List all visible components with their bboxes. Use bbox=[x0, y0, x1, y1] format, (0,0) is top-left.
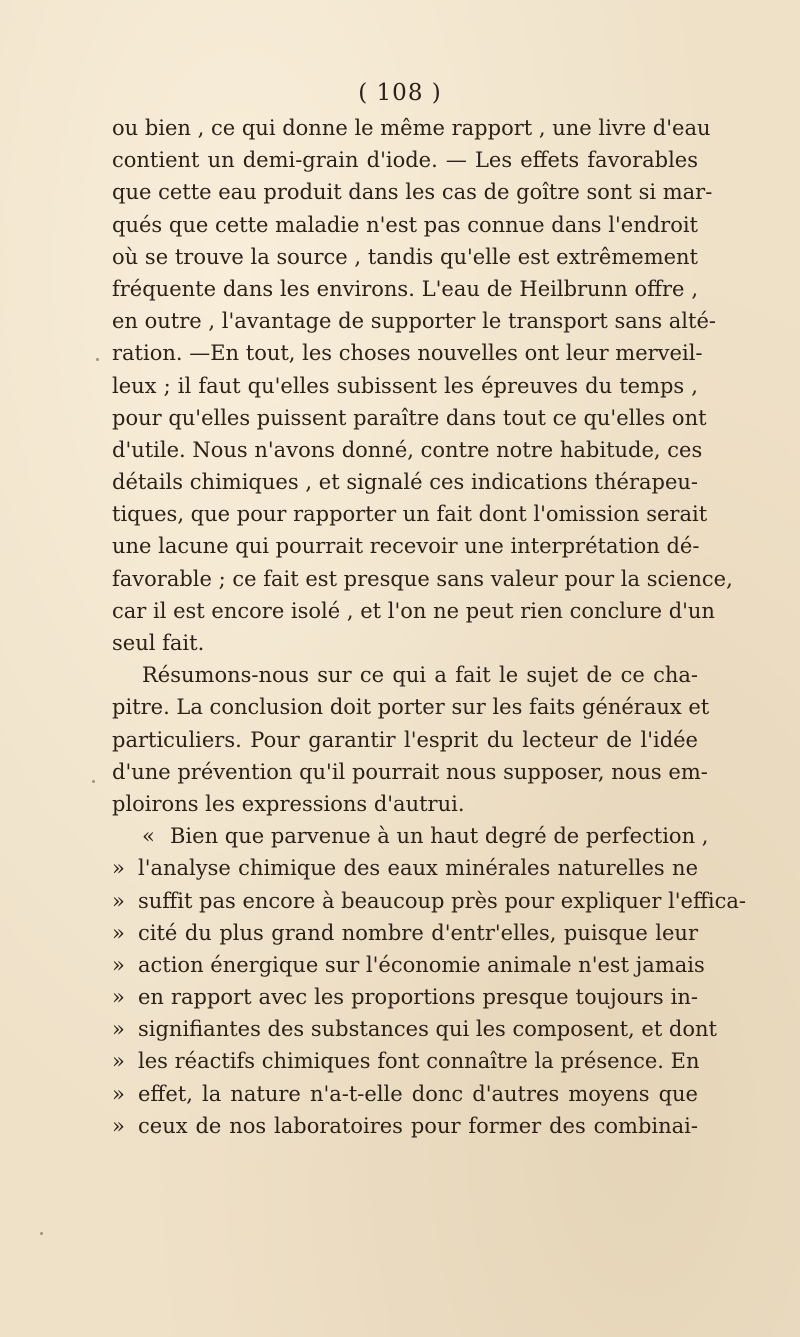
quote-line bbox=[112, 981, 698, 1013]
text-line: où se trouve la source , tandis qu'elle est extrêmement bbox=[112, 244, 698, 269]
quote-text: l'analyse chimique des eaux minérales naturelles ne bbox=[138, 856, 698, 881]
quotation bbox=[112, 820, 746, 1142]
text-line: fréquente dans les environs. L'eau de Heilbrunn offre , bbox=[112, 276, 698, 301]
text-line: d'utile. Nous n'avons donné, contre notre habitude, ces bbox=[112, 437, 703, 462]
text-line: détails chimiques , et signalé ces indications thérapeu- bbox=[112, 470, 698, 495]
quote-line bbox=[112, 917, 698, 949]
quote-mark: » bbox=[112, 1081, 125, 1106]
quote-text: cité du plus grand nombre d'entr'elles, puisque leur bbox=[138, 920, 698, 945]
quote-mark: » bbox=[112, 888, 125, 913]
quote-mark: » bbox=[112, 856, 125, 881]
text-line: particuliers. Pour garantir l'esprit du lecteur de l'idée bbox=[112, 727, 698, 752]
quote-text: action énergique sur l'économie animale n'est jamais bbox=[138, 952, 705, 977]
text-line: pour qu'elles puissent paraître dans tout ce qu'elles ont bbox=[112, 405, 707, 430]
text-line: d'une prévention qu'il pourrait nous supposer, nous em- bbox=[112, 759, 708, 784]
quote-text: suffit pas encore à beaucoup près pour expliquer l'effica- bbox=[138, 888, 746, 913]
text-line: Résumons-nous sur ce qui a fait le sujet de ce cha- bbox=[142, 663, 698, 688]
quote-text: ceux de nos laboratoires pour former des combinai- bbox=[138, 1113, 698, 1138]
paper-speck bbox=[92, 780, 95, 783]
body-text bbox=[112, 112, 746, 1142]
text-line: favorable ; ce fait est presque sans valeur pour la science, bbox=[112, 566, 733, 591]
text-line: ou bien , ce qui donne le même rapport , une livre d'eau bbox=[112, 116, 711, 140]
quote-text: les réactifs chimiques font connaître la présence. En bbox=[138, 1049, 700, 1074]
quote-mark: » bbox=[112, 1113, 125, 1138]
quote-line bbox=[112, 885, 746, 917]
text-line: contient un demi-grain d'iode. — Les effets favorables bbox=[112, 148, 698, 173]
text-line: car il est encore isolé , et l'on ne peut rien conclure d'un bbox=[112, 598, 715, 623]
quote-line bbox=[112, 1013, 717, 1045]
quote-text: en rapport avec les proportions presque toujours in- bbox=[138, 985, 698, 1010]
text-line: ration. —En tout, les choses nouvelles ont leur merveil- bbox=[112, 341, 703, 366]
text-line: une lacune qui pourrait recevoir une interprétation dé- bbox=[112, 534, 700, 559]
quote-mark: » bbox=[112, 920, 125, 945]
quote-line bbox=[112, 852, 698, 884]
quote-mark: » bbox=[112, 1017, 125, 1042]
text-line: en outre , l'avantage de supporter le transport sans alté- bbox=[112, 309, 716, 334]
quote-mark: « bbox=[142, 824, 155, 849]
quote-text: Bien que parvenue à un haut degré de perfection , bbox=[170, 824, 709, 849]
text-line: tiques, que pour rapporter un fait dont l'omission serait bbox=[112, 502, 708, 527]
quote-line bbox=[112, 1045, 698, 1077]
text-line: seul fait. bbox=[112, 631, 205, 655]
quote-line bbox=[112, 820, 709, 852]
paragraph-2 bbox=[112, 659, 710, 820]
text-line: que cette eau produit dans les cas de goître sont si mar- bbox=[112, 180, 713, 205]
quote-mark: » bbox=[112, 985, 125, 1010]
paper-speck bbox=[40, 1232, 43, 1235]
paper-speck bbox=[96, 358, 99, 361]
text-line: pitre. La conclusion doit porter sur les faits généraux et bbox=[112, 695, 710, 720]
text-line: qués que cette maladie n'est pas connue dans l'endroit bbox=[112, 212, 698, 237]
paragraph-1 bbox=[112, 112, 733, 659]
page-number: ( 108 ) bbox=[358, 80, 442, 106]
quote-mark: » bbox=[112, 952, 125, 977]
quote-line bbox=[112, 1110, 698, 1142]
quote-mark: » bbox=[112, 1049, 125, 1074]
quote-text: signifiantes des substances qui les composent, et dont bbox=[138, 1017, 717, 1042]
quote-text: effet, la nature n'a-t-elle donc d'autres moyens que bbox=[138, 1081, 698, 1106]
quote-line bbox=[112, 1078, 698, 1110]
quote-line bbox=[112, 949, 705, 981]
text-line: leux ; il faut qu'elles subissent les épreuves du temps , bbox=[112, 373, 698, 398]
text-line: ploirons les expressions d'autrui. bbox=[112, 791, 465, 816]
